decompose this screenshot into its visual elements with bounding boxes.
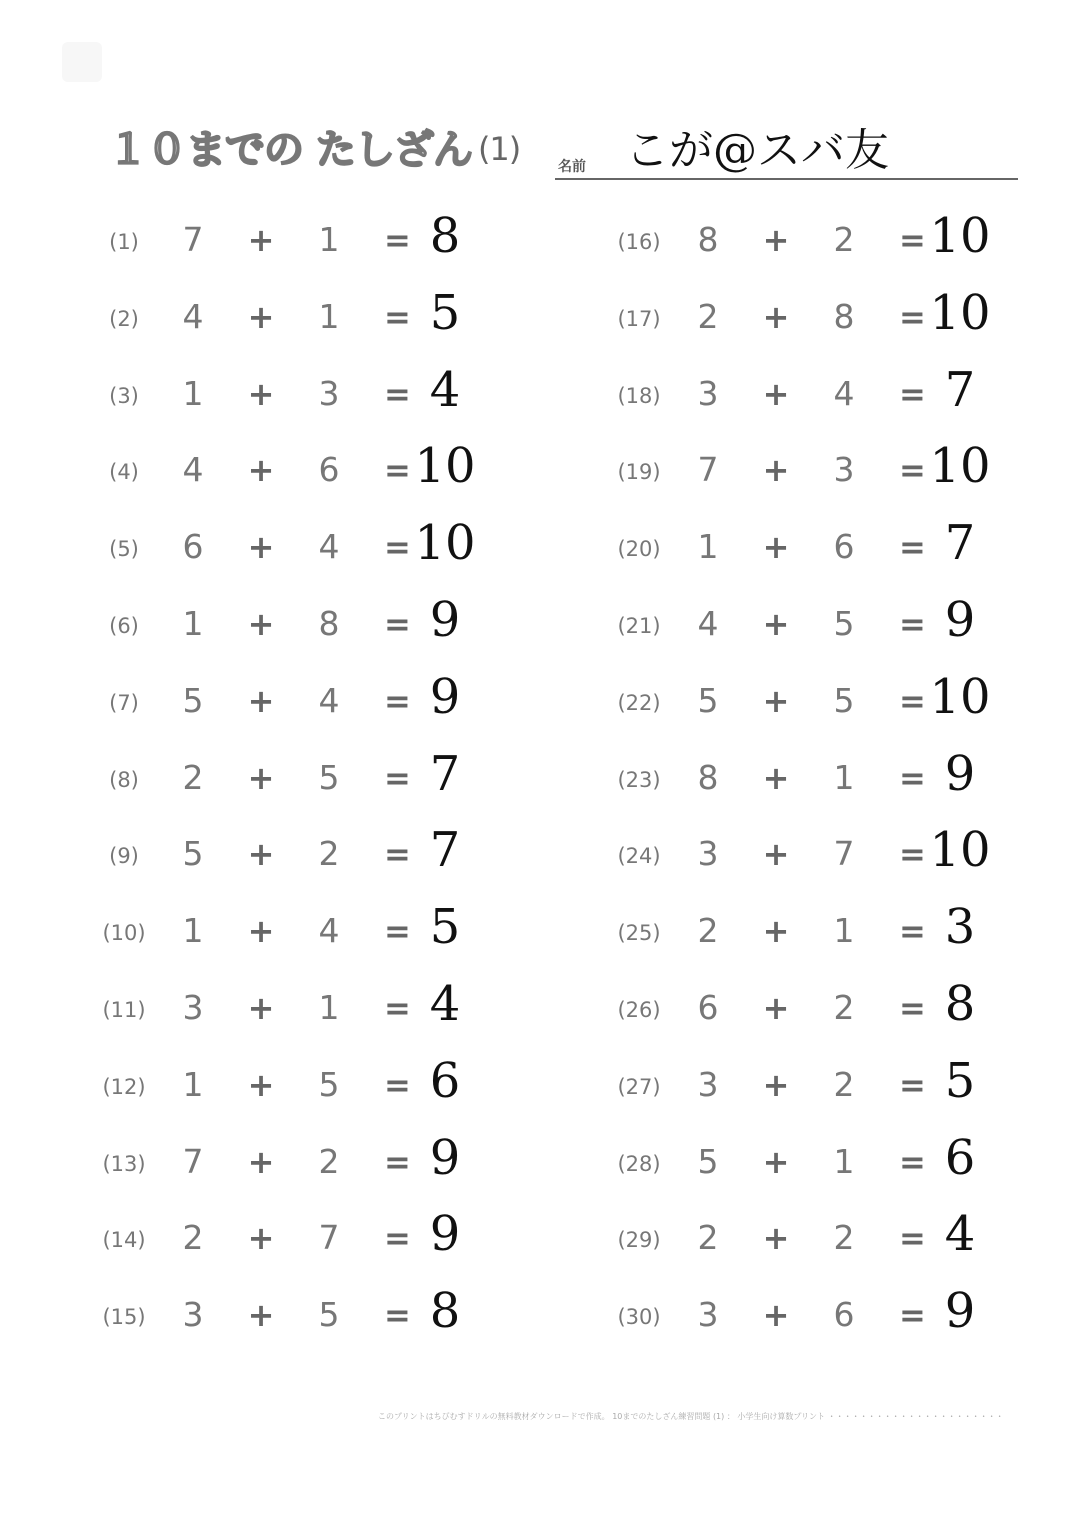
answer[interactable]: 7 bbox=[944, 361, 976, 418]
plus-sign: + bbox=[762, 604, 790, 643]
addend-a: 5 bbox=[697, 1141, 719, 1181]
problem-row bbox=[610, 509, 1030, 586]
problem-row bbox=[610, 356, 1030, 433]
plus-sign: + bbox=[247, 1065, 275, 1104]
plus-sign: + bbox=[762, 988, 790, 1027]
problem-row bbox=[610, 432, 1030, 509]
addend-b: 5 bbox=[833, 680, 855, 720]
equals-sign: = bbox=[384, 835, 411, 874]
problem-number: (23) bbox=[617, 767, 661, 792]
problem-number: (28) bbox=[617, 1151, 661, 1176]
equals-sign: = bbox=[899, 1065, 926, 1104]
addend-b: 5 bbox=[833, 603, 855, 643]
addend-b: 5 bbox=[318, 1064, 340, 1104]
addend-b: 4 bbox=[318, 527, 340, 567]
answer[interactable]: 6 bbox=[944, 1129, 976, 1186]
name-value: こが@スバ友 bbox=[625, 125, 889, 176]
addend-b: 2 bbox=[833, 987, 855, 1027]
plus-sign: + bbox=[247, 835, 275, 874]
problem-row bbox=[95, 816, 515, 893]
addend-b: 5 bbox=[318, 1295, 340, 1335]
answer[interactable]: 9 bbox=[429, 1206, 461, 1263]
answer[interactable]: 9 bbox=[944, 591, 976, 648]
addend-a: 5 bbox=[697, 680, 719, 720]
addend-b: 8 bbox=[318, 603, 340, 643]
addend-a: 5 bbox=[182, 680, 204, 720]
addend-a: 8 bbox=[697, 220, 719, 259]
problem-row bbox=[610, 202, 1030, 279]
addend-b: 6 bbox=[833, 1295, 855, 1335]
addend-a: 1 bbox=[697, 527, 719, 567]
answer[interactable]: 3 bbox=[944, 899, 976, 956]
problem-row bbox=[610, 1047, 1030, 1124]
problem-number: (16) bbox=[617, 230, 661, 254]
equals-sign: = bbox=[899, 912, 926, 951]
addend-b: 5 bbox=[318, 757, 340, 797]
answer[interactable]: 5 bbox=[944, 1052, 976, 1109]
addend-b: 1 bbox=[318, 296, 340, 336]
equals-sign: = bbox=[899, 1142, 926, 1181]
addend-a: 2 bbox=[697, 911, 719, 951]
addend-b: 1 bbox=[318, 987, 340, 1027]
problem-number: (24) bbox=[617, 844, 661, 869]
addend-a: 4 bbox=[697, 603, 719, 643]
addend-b: 4 bbox=[318, 911, 340, 951]
problem-number: (3) bbox=[109, 383, 139, 408]
addend-a: 2 bbox=[697, 296, 719, 336]
equals-sign: = bbox=[384, 528, 411, 567]
equals-sign: = bbox=[899, 988, 926, 1027]
equals-sign: = bbox=[899, 528, 926, 567]
addend-b: 2 bbox=[833, 1218, 855, 1258]
problem-row bbox=[610, 1124, 1030, 1201]
plus-sign: + bbox=[762, 1065, 790, 1104]
equals-sign: = bbox=[899, 374, 926, 413]
problem-number: (5) bbox=[109, 537, 139, 562]
problem-row bbox=[610, 279, 1030, 356]
problem-number: (27) bbox=[617, 1074, 661, 1099]
addend-a: 8 bbox=[697, 757, 719, 797]
addend-a: 3 bbox=[697, 834, 719, 874]
problem-row bbox=[95, 1124, 515, 1201]
equals-sign: = bbox=[899, 1296, 926, 1335]
equals-sign: = bbox=[899, 451, 926, 490]
plus-sign: + bbox=[247, 1219, 275, 1258]
answer[interactable]: 5 bbox=[429, 284, 461, 341]
plus-sign: + bbox=[762, 221, 790, 259]
answer[interactable]: 9 bbox=[429, 1129, 461, 1186]
equals-sign: = bbox=[899, 681, 926, 720]
corner-mark bbox=[62, 42, 102, 82]
problem-number: (30) bbox=[617, 1305, 661, 1330]
equals-sign: = bbox=[384, 681, 411, 720]
equals-sign: = bbox=[899, 1219, 926, 1258]
answer[interactable]: 9 bbox=[429, 591, 461, 648]
problem-row bbox=[95, 893, 515, 970]
addend-b: 4 bbox=[833, 373, 855, 413]
equals-sign: = bbox=[384, 1142, 411, 1181]
equals-sign: = bbox=[899, 297, 926, 336]
problem-number: (25) bbox=[617, 921, 661, 946]
problem-number: (4) bbox=[109, 460, 139, 485]
plus-sign: + bbox=[762, 297, 790, 336]
plus-sign: + bbox=[247, 681, 275, 720]
addend-a: 3 bbox=[697, 1295, 719, 1335]
equals-sign: = bbox=[384, 1219, 411, 1258]
addend-a: 6 bbox=[182, 527, 204, 567]
addend-b: 2 bbox=[318, 834, 340, 874]
addend-b: 8 bbox=[833, 296, 855, 336]
problem-number: (20) bbox=[617, 537, 661, 562]
equals-sign: = bbox=[899, 835, 926, 874]
answer[interactable]: 9 bbox=[944, 1283, 976, 1340]
problem-row bbox=[610, 1200, 1030, 1277]
addend-b: 2 bbox=[833, 220, 855, 259]
problem-number: (9) bbox=[109, 844, 139, 869]
problem-number: (17) bbox=[617, 306, 661, 331]
addend-a: 2 bbox=[182, 757, 204, 797]
addend-b: 1 bbox=[318, 220, 340, 259]
equals-sign: = bbox=[384, 1065, 411, 1104]
problem-number: (10) bbox=[102, 921, 146, 946]
plus-sign: + bbox=[762, 758, 790, 797]
equals-sign: = bbox=[384, 758, 411, 797]
addend-a: 6 bbox=[697, 987, 719, 1027]
problem-number: (8) bbox=[109, 767, 139, 792]
equals-sign: = bbox=[384, 221, 411, 259]
answer[interactable]: 10 bbox=[929, 208, 991, 264]
equals-sign: = bbox=[899, 221, 926, 259]
plus-sign: + bbox=[762, 835, 790, 874]
plus-sign: + bbox=[247, 221, 275, 259]
plus-sign: + bbox=[762, 528, 790, 567]
problem-row bbox=[610, 1277, 1030, 1354]
addend-a: 2 bbox=[697, 1218, 719, 1258]
equals-sign: = bbox=[384, 912, 411, 951]
problem-row bbox=[95, 432, 515, 509]
addend-a: 3 bbox=[697, 373, 719, 413]
answer[interactable]: 8 bbox=[944, 975, 976, 1032]
addend-a: 5 bbox=[182, 834, 204, 874]
problem-number: (15) bbox=[102, 1305, 146, 1330]
problem-number: (29) bbox=[617, 1228, 661, 1253]
problem-number: (1) bbox=[109, 230, 139, 254]
answer[interactable]: 7 bbox=[429, 745, 461, 802]
plus-sign: + bbox=[247, 451, 275, 490]
answer[interactable]: 10 bbox=[414, 438, 476, 495]
problem-row bbox=[610, 970, 1030, 1047]
answer[interactable]: 4 bbox=[429, 975, 461, 1032]
addend-b: 1 bbox=[833, 757, 855, 797]
addend-a: 7 bbox=[697, 450, 719, 490]
problem-row bbox=[610, 586, 1030, 663]
problem-row bbox=[95, 356, 515, 433]
answer[interactable]: 10 bbox=[929, 438, 991, 495]
addend-b: 6 bbox=[833, 527, 855, 567]
equals-sign: = bbox=[899, 758, 926, 797]
name-field[interactable] bbox=[555, 120, 1018, 180]
addend-b: 4 bbox=[318, 680, 340, 720]
equals-sign: = bbox=[384, 297, 411, 336]
answer[interactable]: 6 bbox=[429, 1052, 461, 1109]
plus-sign: + bbox=[247, 1296, 275, 1335]
problem-row bbox=[95, 1277, 515, 1354]
problem-row bbox=[610, 893, 1030, 970]
problem-number: (18) bbox=[617, 383, 661, 408]
addend-b: 2 bbox=[318, 1141, 340, 1181]
problem-row bbox=[95, 740, 515, 817]
plus-sign: + bbox=[247, 912, 275, 951]
addend-b: 6 bbox=[318, 450, 340, 490]
addend-a: 1 bbox=[182, 603, 204, 643]
plus-sign: + bbox=[762, 1296, 790, 1335]
addend-a: 3 bbox=[182, 987, 204, 1027]
problem-number: (12) bbox=[102, 1074, 146, 1099]
answer[interactable]: 10 bbox=[414, 515, 476, 572]
problem-row bbox=[95, 509, 515, 586]
addend-b: 1 bbox=[833, 1141, 855, 1181]
addend-b: 7 bbox=[318, 1218, 340, 1258]
equals-sign: = bbox=[384, 451, 411, 490]
addend-a: 3 bbox=[182, 1295, 204, 1335]
addend-b: 7 bbox=[833, 834, 855, 874]
plus-sign: + bbox=[762, 451, 790, 490]
problem-row bbox=[610, 740, 1030, 817]
name-label: 名前 bbox=[558, 159, 586, 175]
addend-a: 2 bbox=[182, 1218, 204, 1258]
problem-number: (22) bbox=[617, 690, 661, 715]
plus-sign: + bbox=[247, 297, 275, 336]
footer-note: このプリントはちびむすドリルの無料教材ダウンロードで作成。 10までのたしざん練習問題 (1) ： 小学生向け算数プリント ・・・・・・・・・・・・・・・・・・・・・・ bbox=[378, 1412, 1004, 1421]
problem-row bbox=[95, 663, 515, 740]
plus-sign: + bbox=[247, 988, 275, 1027]
addend-a: 1 bbox=[182, 373, 204, 413]
addend-b: 2 bbox=[833, 1064, 855, 1104]
addend-a: 3 bbox=[697, 1064, 719, 1104]
addend-a: 7 bbox=[182, 1141, 204, 1181]
title-suffix: (1) bbox=[477, 130, 521, 168]
problem-number: (11) bbox=[102, 997, 146, 1022]
problem-row bbox=[610, 663, 1030, 740]
equals-sign: = bbox=[384, 374, 411, 413]
answer[interactable]: 10 bbox=[929, 284, 991, 341]
plus-sign: + bbox=[247, 758, 275, 797]
plus-sign: + bbox=[762, 681, 790, 720]
answer[interactable]: 8 bbox=[429, 1283, 461, 1340]
answer[interactable]: 4 bbox=[429, 361, 461, 418]
problem-column-right bbox=[610, 202, 1030, 1354]
problem-number: (21) bbox=[617, 613, 661, 638]
title-main: １０までの たしざん bbox=[108, 127, 472, 173]
plus-sign: + bbox=[247, 604, 275, 643]
answer[interactable]: 10 bbox=[929, 822, 991, 879]
answer[interactable]: 9 bbox=[944, 745, 976, 802]
problem-number: (2) bbox=[109, 306, 139, 331]
problem-number: (19) bbox=[617, 460, 661, 485]
answer[interactable]: 10 bbox=[929, 668, 991, 725]
equals-sign: = bbox=[899, 604, 926, 643]
equals-sign: = bbox=[384, 988, 411, 1027]
addend-a: 1 bbox=[182, 911, 204, 951]
equals-sign: = bbox=[384, 604, 411, 643]
worksheet-title bbox=[108, 118, 520, 175]
plus-sign: + bbox=[247, 528, 275, 567]
problem-row bbox=[610, 816, 1030, 893]
answer[interactable]: 7 bbox=[944, 515, 976, 572]
equals-sign: = bbox=[384, 1296, 411, 1335]
answer[interactable]: 7 bbox=[429, 822, 461, 879]
answer[interactable]: 8 bbox=[429, 208, 461, 264]
problem-row bbox=[95, 1047, 515, 1124]
addend-a: 4 bbox=[182, 296, 204, 336]
plus-sign: + bbox=[247, 374, 275, 413]
problem-column-left bbox=[95, 202, 515, 1354]
addend-b: 1 bbox=[833, 911, 855, 951]
plus-sign: + bbox=[762, 1219, 790, 1258]
problem-row bbox=[95, 1200, 515, 1277]
problem-number: (7) bbox=[109, 690, 139, 715]
problem-number: (13) bbox=[102, 1151, 146, 1176]
addend-b: 3 bbox=[833, 450, 855, 490]
problem-row bbox=[95, 970, 515, 1047]
addend-a: 4 bbox=[182, 450, 204, 490]
addend-b: 3 bbox=[318, 373, 340, 413]
answer[interactable]: 9 bbox=[429, 668, 461, 725]
addend-a: 1 bbox=[182, 1064, 204, 1104]
problem-row bbox=[95, 586, 515, 663]
answer[interactable]: 4 bbox=[944, 1206, 976, 1263]
plus-sign: + bbox=[762, 374, 790, 413]
problem-number: (6) bbox=[109, 613, 139, 638]
answer[interactable]: 5 bbox=[429, 899, 461, 956]
problem-row bbox=[95, 202, 515, 279]
plus-sign: + bbox=[762, 912, 790, 951]
problem-row bbox=[95, 279, 515, 356]
plus-sign: + bbox=[247, 1142, 275, 1181]
problem-number: (14) bbox=[102, 1228, 146, 1253]
problem-number: (26) bbox=[617, 997, 661, 1022]
plus-sign: + bbox=[762, 1142, 790, 1181]
addend-a: 7 bbox=[182, 220, 204, 259]
